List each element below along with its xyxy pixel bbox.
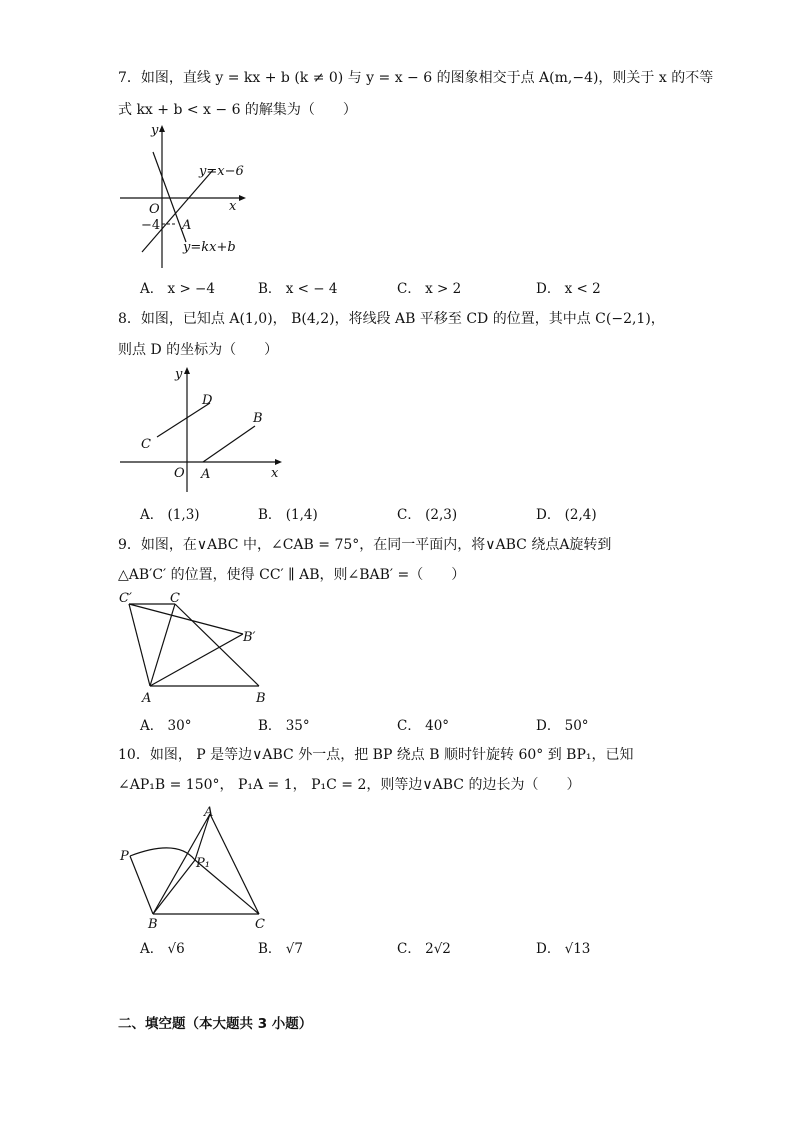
q8-figure <box>115 362 290 497</box>
q10-label-p1: P₁ <box>196 856 210 871</box>
q8-option-c[interactable]: C． (2,3) <box>397 507 458 523</box>
q9-label-bprime: B′ <box>243 630 256 645</box>
q8-label-x: x <box>271 466 279 481</box>
q10-option-a[interactable]: A． √6 <box>140 941 185 957</box>
q10-option-d[interactable]: D． √13 <box>536 941 591 957</box>
q10-label-a: A <box>204 805 214 820</box>
q9-label-c: C <box>170 591 180 606</box>
q10-option-b[interactable]: B． √7 <box>258 941 303 957</box>
q7-option-d[interactable]: D． x < 2 <box>536 281 601 297</box>
q10-label-b: B <box>148 917 158 930</box>
q9-label-b: B <box>256 691 266 706</box>
q10-label-c: C <box>255 917 265 930</box>
q7-option-a[interactable]: A． x > −4 <box>140 281 215 297</box>
q10-option-c[interactable]: C． 2√2 <box>397 941 451 957</box>
q7-label-o: O <box>149 202 160 217</box>
q8-label-b: B <box>253 411 263 426</box>
q7-label-y: y <box>151 123 159 138</box>
q7-label-neg4: −4 <box>141 218 161 233</box>
q8-option-d[interactable]: D． (2,4) <box>536 507 597 523</box>
q8-stem-line1: 8．如图，已知点 A(1,0)， B(4,2)，将线段 AB 平移至 CD 的位置，其中点 C(−2,1)， <box>118 311 665 327</box>
q9-figure <box>115 588 275 708</box>
q8-segment-ab <box>203 426 255 462</box>
q8-option-b[interactable]: B． (1,4) <box>258 507 318 523</box>
q7-option-b[interactable]: B． x < − 4 <box>258 281 338 297</box>
q9-label-cprime: C′ <box>119 591 132 606</box>
q7-figure <box>115 120 255 270</box>
q8-label-y: y <box>175 367 183 382</box>
q8-option-a[interactable]: A． (1,3) <box>140 507 200 523</box>
q7-label-line1: y=x−6 <box>199 164 244 179</box>
q9-label-a: A <box>142 691 152 706</box>
q9-stem-line1: 9．如图，在∨ABC 中，∠CAB = 75°，在同一平面内，将∨ABC 绕点A旋转到 <box>118 537 612 553</box>
q8-label-c: C <box>141 437 151 452</box>
q8-label-a: A <box>201 467 211 482</box>
q9-option-c[interactable]: C． 40° <box>397 718 450 734</box>
q10-label-p: P <box>120 849 129 864</box>
q10-figure <box>115 800 285 930</box>
q9-option-a[interactable]: A． 30° <box>140 718 192 734</box>
q8-segment-cd <box>157 403 210 437</box>
q9-option-d[interactable]: D． 50° <box>536 718 589 734</box>
q9-option-b[interactable]: B． 35° <box>258 718 310 734</box>
q7-stem-line2: 式 kx + b < x − 6 的解集为（ ） <box>118 102 357 118</box>
q9-stem-line2: △AB′C′ 的位置，使得 CC′ ∥ AB，则∠BAB′ =（ ） <box>118 567 466 583</box>
q8-label-o: O <box>174 466 185 481</box>
q7-label-a: A <box>182 218 192 233</box>
q7-option-c[interactable]: C． x > 2 <box>397 281 462 297</box>
q8-label-d: D <box>202 393 213 408</box>
section-title: 二、填空题（本大题共 3 小题） <box>118 1016 313 1032</box>
q7-label-line2: y=kx+b <box>183 240 236 255</box>
q7-label-x: x <box>229 199 237 214</box>
q10-stem-line1: 10．如图， P 是等边∨ABC 外一点，把 BP 绕点 B 顺时针旋转 60° 到 BP₁，已知 <box>118 747 634 763</box>
q8-stem-line2: 则点 D 的坐标为（ ） <box>118 342 279 358</box>
q10-stem-line2: ∠AP₁B = 150°， P₁A = 1， P₁C = 2，则等边∨ABC 的边长为（ ） <box>118 777 581 793</box>
q7-stem-line1: 7．如图，直线 y = kx + b (k ≠ 0) 与 y = x − 6 的图象相交于点 A(m,−4)，则关于 x 的不等 <box>118 70 714 86</box>
